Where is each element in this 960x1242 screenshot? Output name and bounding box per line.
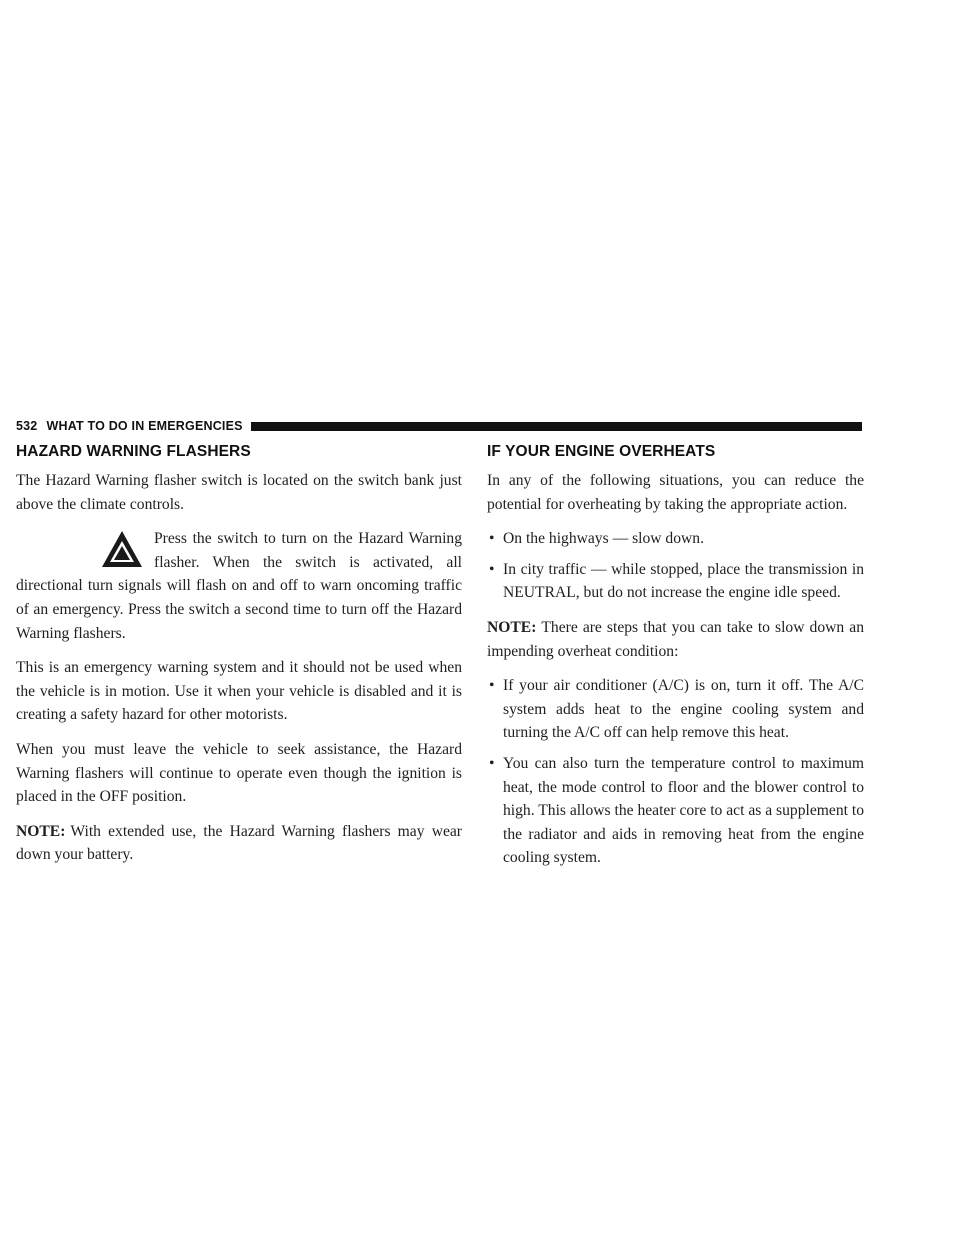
overheat-heading: IF YOUR ENGINE OVERHEATS [487,443,716,460]
right-column [487,442,864,881]
list-item: • On the highways — slow down. [489,530,704,548]
hazard-heading: HAZARD WARNING FLASHERS [16,443,251,460]
hazard-icon-paragraph [16,527,462,645]
section-title: WHAT TO DO IN EMERGENCIES [46,419,243,433]
hazard-paragraph-4: When you must leave the vehicle to seek assistance, the Hazard Warning flashers will continue to operate even though the ignition is placed in the OFF position. [16,740,462,806]
list-item: • In city traffic — while stopped, place the transmission in NEUTRAL, but do not increase the engine idle speed. [489,560,864,602]
overheat-note [487,616,864,663]
hazard-warning-triangle-icon [100,529,144,569]
note-text: There are steps that you can take to slow down an impending overheat condition: [487,618,864,660]
note-label: NOTE: [487,618,537,636]
list-item: • If your air conditioner (A/C) is on, turn it off. The A/C system adds heat to the engine cooling system and turning the A/C off can help remove this heat. [489,677,864,742]
overheat-list-1 [487,527,864,605]
left-column [16,442,462,878]
list-item: • You can also turn the temperature control to maximum heat, the mode control to floor and the blower control to high. This allows the heater core to act as a supplement to the radiator and aids in removing heat from the engine cooling system. [489,754,864,867]
hazard-note [16,820,462,867]
header-rule [251,422,862,431]
page-header [16,418,862,434]
page-number: 532 [16,419,38,433]
overheat-list-2 [487,674,864,870]
hazard-paragraph-3: This is an emergency warning system and it should not be used when the vehicle is in motion. Use it when your vehicle is disabled and it is creating a safety hazard for other motorists. [16,659,462,724]
note-label: NOTE: [16,822,66,840]
note-text: With extended use, the Hazard Warning flashers may wear down your battery. [16,822,462,864]
hazard-paragraph-1: The Hazard Warning flasher switch is located on the switch bank just above the climate controls. [16,472,462,513]
overheat-intro: In any of the following situations, you can reduce the potential for overheating by taking the appropriate action. [487,472,864,513]
hazard-paragraph-2: Press the switch to turn on the Hazard Warning flasher. When the switch is activated, all directional turn signals will flash on and off to warn oncoming traffic of an emergency. Press the switch a second time to turn off the Hazard Warning flashers. [16,530,462,642]
